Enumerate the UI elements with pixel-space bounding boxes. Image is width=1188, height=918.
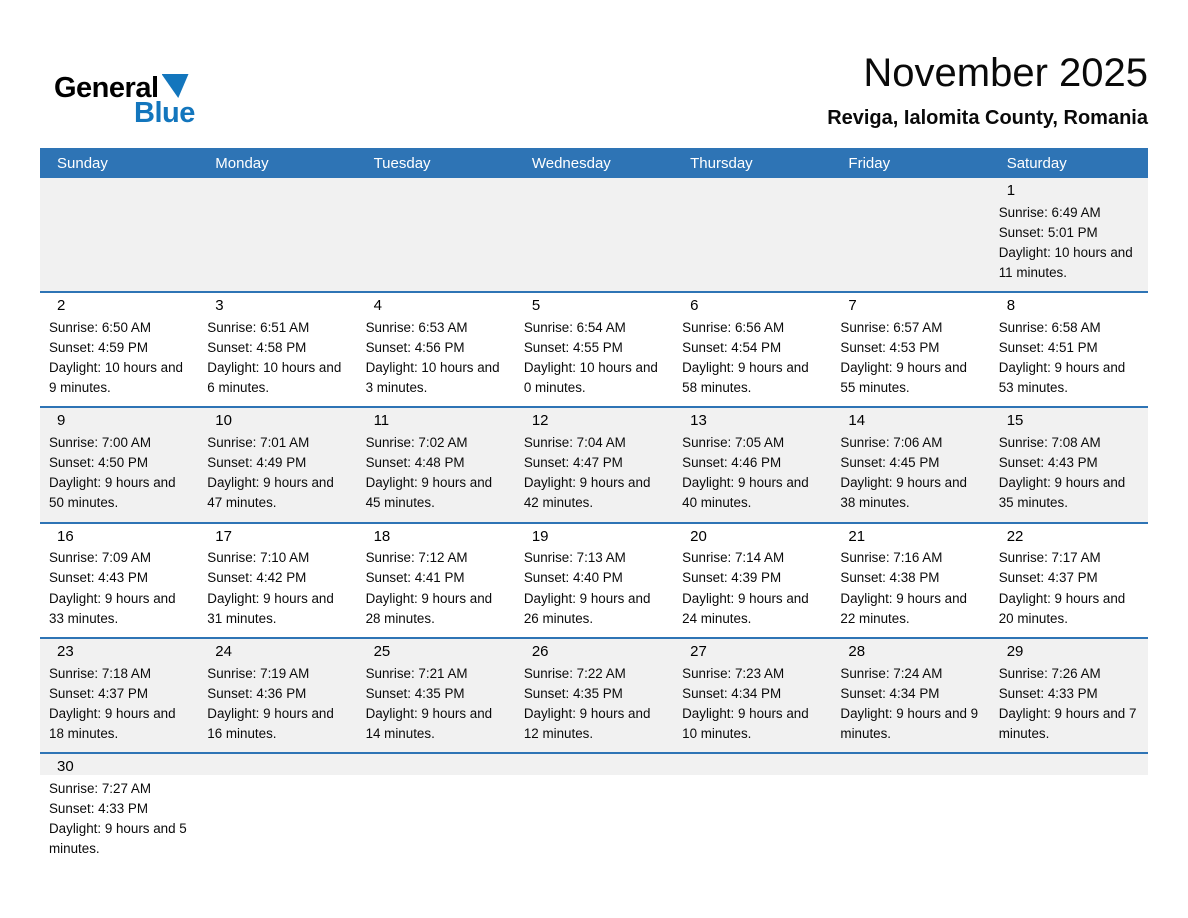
day-cell-10	[198, 408, 356, 521]
sunset-text: Sunset: 4:43 PM	[998, 455, 1098, 471]
day-number: 15	[1006, 412, 1024, 430]
sunrise-text: Sunrise: 7:18 AM	[49, 665, 151, 681]
day-number: 10	[215, 412, 232, 430]
daylight-text: Daylight: 9 hours and 14 minutes.	[365, 705, 493, 741]
day-cell-30	[40, 754, 198, 867]
daylight-text: Daylight: 9 hours and 50 minutes.	[49, 475, 176, 511]
sunset-text: Sunset: 4:40 PM	[523, 570, 623, 586]
daylight-text: Daylight: 9 hours and 33 minutes.	[49, 590, 176, 626]
daylight-text: Daylight: 9 hours and 45 minutes.	[365, 475, 493, 511]
day-cell-28	[831, 639, 989, 752]
day-cell-15	[990, 408, 1148, 521]
sunset-text: Sunset: 4:33 PM	[998, 685, 1098, 701]
daylight-text: Daylight: 10 hours and 11 minutes.	[998, 244, 1133, 281]
daylight-text: Daylight: 9 hours and 40 minutes.	[682, 475, 809, 511]
title-block	[827, 52, 1148, 130]
day-cell-24	[198, 639, 356, 752]
sunrise-text: Sunrise: 7:17 AM	[998, 550, 1101, 566]
sunrise-text: Sunrise: 7:00 AM	[49, 435, 151, 451]
sunrise-text: Sunrise: 7:13 AM	[523, 550, 626, 566]
sunset-text: Sunset: 4:56 PM	[365, 340, 465, 356]
day-cell-19	[515, 524, 673, 637]
daylight-text: Daylight: 9 hours and 35 minutes.	[998, 475, 1126, 511]
daylight-text: Daylight: 9 hours and 12 minutes.	[523, 705, 651, 741]
day-cell-3	[198, 293, 356, 406]
page-header	[0, 0, 1188, 130]
daylight-text: Daylight: 9 hours and 18 minutes.	[49, 705, 176, 741]
daylight-text: Daylight: 9 hours and 5 minutes.	[49, 820, 187, 857]
weekday-tuesday: Tuesday	[373, 154, 431, 172]
day-number: 16	[57, 527, 74, 545]
sunrise-text: Sunrise: 6:51 AM	[207, 319, 310, 335]
day-cell-9	[40, 408, 198, 521]
daylight-text: Daylight: 10 hours and 0 minutes.	[523, 360, 658, 396]
day-number: 14	[848, 412, 866, 430]
day-number: 1	[1006, 182, 1016, 199]
weeks-container	[40, 178, 1148, 867]
sunset-text: Sunset: 4:58 PM	[207, 340, 307, 356]
daylight-text: Daylight: 10 hours and 3 minutes.	[365, 360, 500, 396]
sunset-text: Sunset: 4:42 PM	[207, 570, 307, 586]
daylight-text: Daylight: 9 hours and 20 minutes.	[998, 590, 1126, 626]
daylight-text: Daylight: 10 hours and 6 minutes.	[207, 360, 342, 396]
daylight-text: Daylight: 9 hours and 26 minutes.	[523, 590, 651, 626]
day-number: 17	[215, 527, 232, 545]
week-row-1	[40, 178, 1148, 291]
daylight-text: Daylight: 9 hours and 58 minutes.	[682, 360, 809, 396]
sunset-text: Sunset: 4:55 PM	[523, 340, 623, 356]
sunrise-text: Sunrise: 7:05 AM	[682, 435, 785, 451]
sunset-text: Sunset: 4:48 PM	[365, 455, 465, 471]
weekday-wednesday: Wednesday	[531, 154, 611, 172]
day-number: 3	[215, 297, 224, 315]
day-cell-empty	[673, 178, 831, 291]
day-cell-empty	[198, 178, 356, 291]
sunset-text: Sunset: 4:53 PM	[840, 340, 940, 356]
week-row-6	[40, 752, 1148, 867]
logo-triangle-icon	[162, 74, 189, 98]
day-cell-empty	[357, 178, 515, 291]
sunset-text: Sunset: 4:34 PM	[682, 685, 782, 701]
weekday-thursday: Thursday	[690, 154, 753, 172]
day-cell-8	[990, 293, 1148, 406]
day-number: 2	[57, 297, 66, 315]
day-cell-14	[831, 408, 989, 521]
sunrise-text: Sunrise: 6:58 AM	[998, 319, 1101, 335]
day-cell-23	[40, 639, 198, 752]
day-cell-empty	[515, 178, 673, 291]
sunset-text: Sunset: 4:50 PM	[49, 455, 148, 471]
sunrise-text: Sunrise: 7:23 AM	[682, 665, 785, 681]
weekday-monday: Monday	[215, 154, 269, 172]
sunset-text: Sunset: 4:37 PM	[998, 570, 1098, 586]
day-cell-empty	[515, 754, 673, 867]
sunrise-text: Sunrise: 7:12 AM	[365, 550, 468, 566]
day-cell-1	[990, 178, 1148, 291]
day-cell-13	[673, 408, 831, 521]
week-row-3	[40, 406, 1148, 521]
sunrise-text: Sunrise: 7:06 AM	[840, 435, 943, 451]
sunrise-text: Sunrise: 7:08 AM	[998, 435, 1101, 451]
sunset-text: Sunset: 4:59 PM	[49, 340, 148, 356]
sunrise-text: Sunrise: 7:10 AM	[207, 550, 310, 566]
day-cell-26	[515, 639, 673, 752]
day-cell-17	[198, 524, 356, 637]
daylight-text: Daylight: 9 hours and 24 minutes.	[682, 590, 809, 626]
day-cell-empty	[40, 178, 198, 291]
sunset-text: Sunset: 4:54 PM	[682, 340, 782, 356]
week-row-2	[40, 291, 1148, 406]
calendar-grid	[40, 148, 1148, 867]
day-cell-18	[357, 524, 515, 637]
sunrise-text: Sunrise: 6:50 AM	[49, 319, 151, 335]
sunrise-text: Sunrise: 7:24 AM	[840, 665, 943, 681]
sunset-text: Sunset: 4:45 PM	[840, 455, 940, 471]
day-number: 13	[690, 412, 707, 430]
daylight-text: Daylight: 9 hours and 55 minutes.	[840, 360, 967, 396]
day-cell-12	[515, 408, 673, 521]
day-cell-21	[831, 524, 989, 637]
sunset-text: Sunset: 5:01 PM	[998, 224, 1098, 240]
daylight-text: Daylight: 9 hours and 22 minutes.	[840, 590, 967, 626]
day-number: 29	[1006, 642, 1024, 660]
day-number: 12	[531, 412, 549, 430]
day-cell-7	[831, 293, 989, 406]
sunrise-text: Sunrise: 6:53 AM	[365, 319, 468, 335]
day-cell-empty	[831, 754, 989, 867]
sunrise-text: Sunrise: 7:27 AM	[49, 780, 151, 796]
day-cell-25	[357, 639, 515, 752]
day-cell-20	[673, 524, 831, 637]
page-subtitle: Reviga, Ialomita County, Romania	[827, 107, 1148, 129]
day-number: 7	[848, 297, 857, 315]
day-cell-empty	[357, 754, 515, 867]
day-number: 4	[373, 297, 382, 315]
weekday-sunday: Sunday	[57, 154, 108, 172]
weekday-header	[40, 148, 1148, 178]
sunrise-text: Sunrise: 7:26 AM	[998, 665, 1101, 681]
day-number: 20	[690, 527, 707, 545]
day-cell-29	[990, 639, 1148, 752]
day-number: 8	[1006, 297, 1016, 315]
day-cell-11	[357, 408, 515, 521]
sunrise-text: Sunrise: 7:19 AM	[207, 665, 310, 681]
daylight-text: Daylight: 9 hours and 10 minutes.	[682, 705, 809, 741]
sunrise-text: Sunrise: 6:54 AM	[523, 319, 626, 335]
day-number: 5	[531, 297, 541, 315]
day-cell-6	[673, 293, 831, 406]
sunset-text: Sunset: 4:36 PM	[207, 685, 307, 701]
day-number: 9	[57, 412, 66, 430]
day-cell-16	[40, 524, 198, 637]
daylight-text: Daylight: 10 hours and 9 minutes.	[49, 360, 183, 396]
sunset-text: Sunset: 4:49 PM	[207, 455, 307, 471]
sunrise-text: Sunrise: 7:04 AM	[523, 435, 626, 451]
day-number: 11	[373, 412, 390, 430]
sunrise-text: Sunrise: 7:09 AM	[49, 550, 151, 566]
sunset-text: Sunset: 4:33 PM	[49, 800, 148, 816]
day-number: 28	[848, 642, 866, 660]
day-cell-22	[990, 524, 1148, 637]
sunrise-text: Sunrise: 7:01 AM	[207, 435, 310, 451]
day-number: 18	[373, 527, 391, 545]
weekday-saturday: Saturday	[1006, 154, 1067, 172]
day-cell-empty	[831, 178, 989, 291]
daylight-text: Daylight: 9 hours and 31 minutes.	[207, 590, 334, 626]
sunrise-text: Sunrise: 7:22 AM	[523, 665, 626, 681]
sunrise-text: Sunrise: 6:49 AM	[998, 204, 1101, 220]
day-number: 6	[690, 297, 699, 315]
day-number: 27	[690, 642, 707, 660]
daylight-text: Daylight: 9 hours and 28 minutes.	[365, 590, 493, 626]
day-number: 19	[531, 527, 549, 545]
sunset-text: Sunset: 4:38 PM	[840, 570, 940, 586]
day-cell-empty	[990, 754, 1148, 867]
daylight-text: Daylight: 9 hours and 7 minutes.	[998, 705, 1137, 741]
sunset-text: Sunset: 4:51 PM	[998, 340, 1098, 356]
day-number: 30	[57, 757, 74, 775]
daylight-text: Daylight: 9 hours and 38 minutes.	[840, 475, 967, 511]
day-number: 21	[848, 527, 866, 545]
sunset-text: Sunset: 4:46 PM	[682, 455, 782, 471]
sunrise-text: Sunrise: 7:14 AM	[682, 550, 785, 566]
sunset-text: Sunset: 4:35 PM	[523, 685, 623, 701]
weekday-friday: Friday	[848, 154, 891, 172]
daylight-text: Daylight: 9 hours and 9 minutes.	[840, 705, 979, 741]
page-title: November 2025	[863, 51, 1148, 95]
day-cell-27	[673, 639, 831, 752]
sunrise-text: Sunrise: 7:02 AM	[365, 435, 468, 451]
sunrise-text: Sunrise: 6:56 AM	[682, 319, 785, 335]
logo-text-general: General	[54, 72, 159, 104]
sunrise-text: Sunrise: 7:16 AM	[840, 550, 943, 566]
sunrise-text: Sunrise: 6:57 AM	[840, 319, 943, 335]
daylight-text: Daylight: 9 hours and 47 minutes.	[207, 475, 334, 511]
sunset-text: Sunset: 4:34 PM	[840, 685, 940, 701]
day-cell-4	[357, 293, 515, 406]
day-number: 24	[215, 642, 232, 660]
day-cell-2	[40, 293, 198, 406]
week-row-4	[40, 522, 1148, 637]
sunrise-text: Sunrise: 7:21 AM	[365, 665, 468, 681]
day-cell-empty	[198, 754, 356, 867]
daylight-text: Daylight: 9 hours and 16 minutes.	[207, 705, 334, 741]
week-row-5	[40, 637, 1148, 752]
sunset-text: Sunset: 4:37 PM	[49, 685, 148, 701]
sunset-text: Sunset: 4:39 PM	[682, 570, 782, 586]
daylight-text: Daylight: 9 hours and 53 minutes.	[998, 360, 1126, 396]
day-cell-5	[515, 293, 673, 406]
daylight-text: Daylight: 9 hours and 42 minutes.	[523, 475, 651, 511]
day-number: 25	[373, 642, 391, 660]
day-cell-empty	[673, 754, 831, 867]
general-blue-logo	[54, 74, 195, 128]
sunset-text: Sunset: 4:35 PM	[365, 685, 465, 701]
sunset-text: Sunset: 4:43 PM	[49, 570, 148, 586]
day-number: 22	[1006, 527, 1024, 545]
day-number: 26	[531, 642, 549, 660]
sunset-text: Sunset: 4:41 PM	[365, 570, 465, 586]
logo-text-blue: Blue	[134, 97, 195, 129]
day-number: 23	[57, 642, 74, 660]
sunset-text: Sunset: 4:47 PM	[523, 455, 623, 471]
